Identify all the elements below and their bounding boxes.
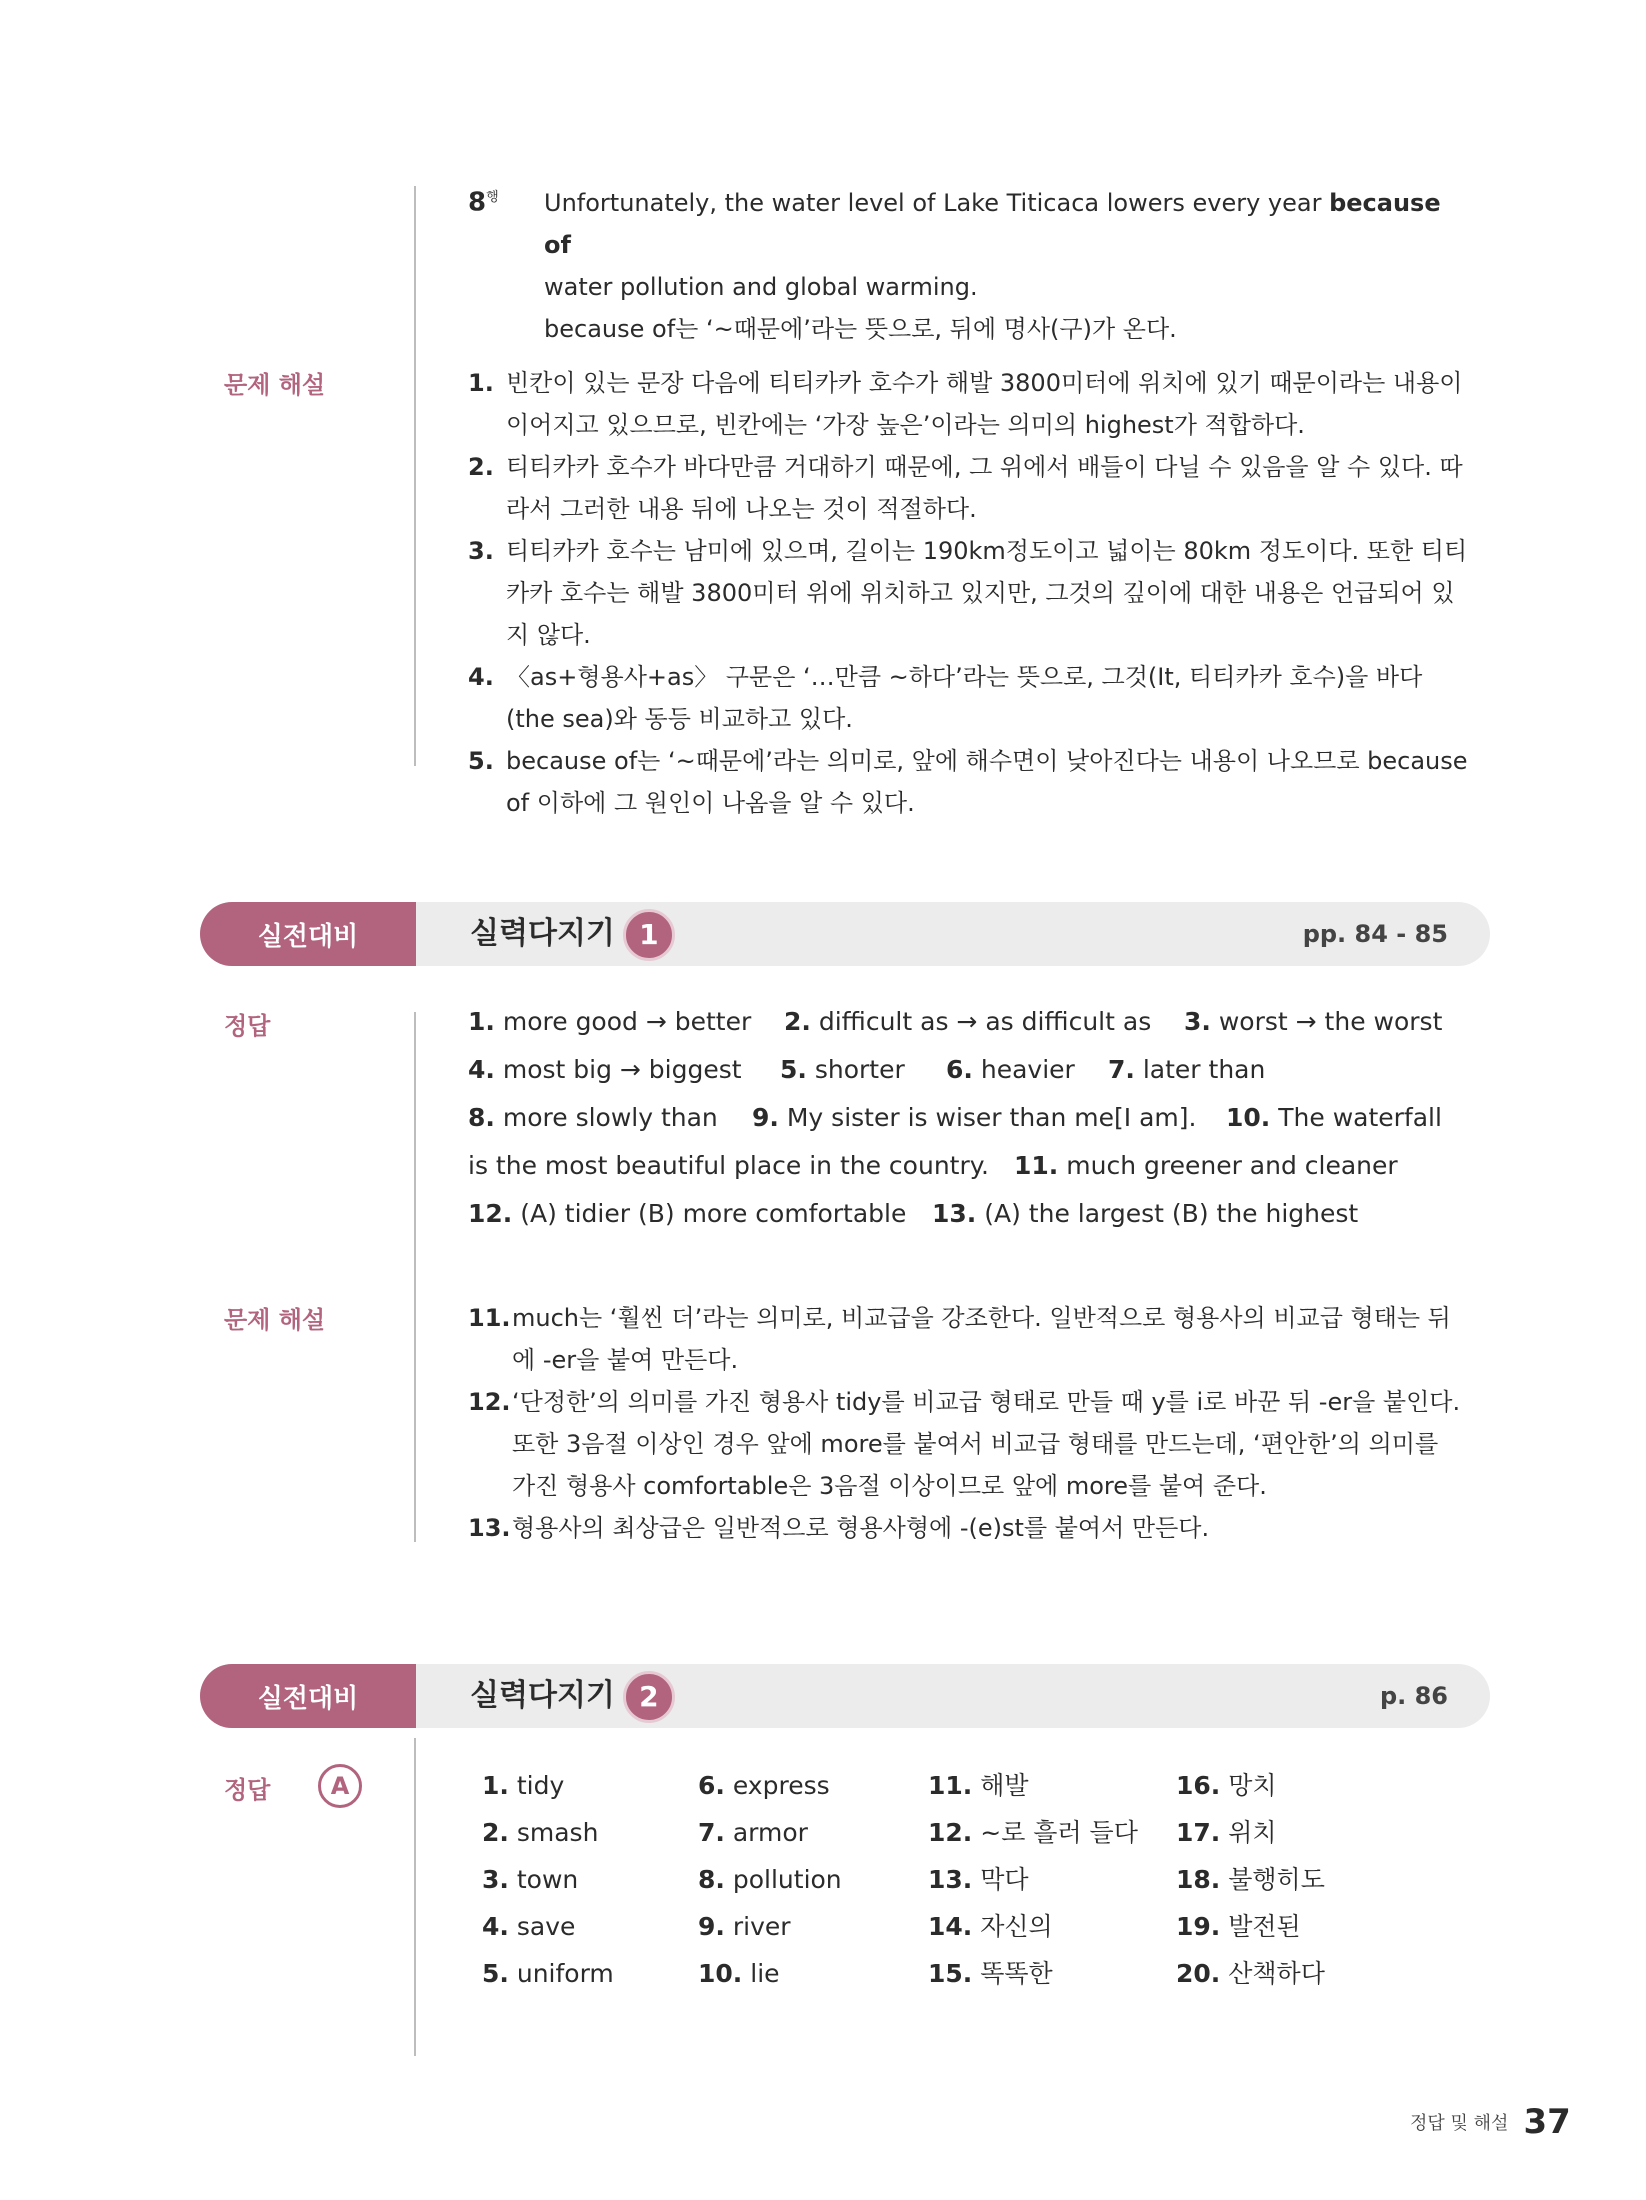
section-title-2: 실력다지기 2 bbox=[470, 1664, 675, 1728]
answer-item bbox=[468, 1052, 742, 1088]
answer-text: uniform bbox=[516, 1959, 614, 1988]
answer-text: 막다 bbox=[980, 1865, 1029, 1894]
answer-number: 19. bbox=[1176, 1912, 1221, 1941]
vocab-answer bbox=[482, 1862, 578, 1898]
divider-line-top bbox=[414, 186, 416, 766]
answer-text: smash bbox=[516, 1818, 599, 1847]
item-number: 3. bbox=[468, 537, 494, 565]
answer-text: (A) the largest (B) the highest bbox=[984, 1199, 1359, 1228]
item-number: 4. bbox=[468, 663, 494, 691]
answer-text: 위치 bbox=[1228, 1818, 1277, 1847]
answer-item bbox=[1226, 1100, 1442, 1136]
answer-text: save bbox=[516, 1912, 576, 1941]
answer-number: 4. bbox=[482, 1912, 509, 1941]
vocab-answer bbox=[928, 1909, 1053, 1945]
item-number: 12. bbox=[468, 1388, 511, 1416]
answer-number: 13. bbox=[928, 1865, 973, 1894]
answer-text: My sister is wiser than me[I am]. bbox=[786, 1103, 1197, 1132]
section-tag-1: 실전대비 bbox=[200, 902, 416, 966]
footer-label: 정답 및 해설 bbox=[1410, 2113, 1509, 2134]
answer-item bbox=[468, 1196, 906, 1232]
explanation-list-2 bbox=[468, 1297, 1468, 1549]
explanation-item bbox=[468, 1507, 1468, 1549]
answer-number: 12. bbox=[468, 1199, 513, 1228]
answer-text: 불행히도 bbox=[1228, 1865, 1325, 1894]
answer-item bbox=[468, 1148, 989, 1184]
divider-line-bottom bbox=[414, 1738, 416, 2056]
answer-number: 11. bbox=[928, 1771, 973, 1800]
footer bbox=[1410, 2102, 1571, 2142]
explanation-item bbox=[468, 446, 1468, 530]
item-text: much는 ‘훨씬 더’라는 의미로, 비교급을 강조한다. 일반적으로 형용사의 비교급 형태는 뒤에 -er을 붙여 만든다. bbox=[512, 1304, 1451, 1374]
example-sentence: Unfortunately, the water level of Lake Titicaca lowers every year because of water pollution and global warming. because of는 ‘~때문에’라는 뜻으로, 뒤에 명사(구)가 온다. bbox=[544, 189, 1441, 343]
answer-number: 10. bbox=[1226, 1103, 1271, 1132]
answer-text: river bbox=[732, 1912, 791, 1941]
answer-text: worst → the worst bbox=[1218, 1007, 1443, 1036]
item-text: ‘단정한’의 의미를 가진 형용사 tidy를 비교급 형태로 만들 때 y를 i로 바꾼 뒤 -er을 붙인다. 또한 3음절 이상인 경우 앞에 more를 붙여서 비교급 형태를 만드는데, ‘편안한’의 의미를 가진 형용사 comfortable은 3음절 이상이므로 앞에 more를 붙여 준다. bbox=[512, 1388, 1461, 1500]
item-number: 2. bbox=[468, 453, 494, 481]
answer-number: 2. bbox=[784, 1007, 811, 1036]
item-text: because of는 ‘~때문에’라는 의미로, 앞에 해수면이 낮아진다는 내용이 나오므로 because of 이하에 그 원인이 나옴을 알 수 있다. bbox=[506, 747, 1468, 817]
line-reference bbox=[468, 186, 499, 218]
answer-item bbox=[932, 1196, 1358, 1232]
vocab-answer bbox=[698, 1909, 791, 1945]
answer-item bbox=[780, 1052, 905, 1088]
answer-number: 1. bbox=[468, 1007, 495, 1036]
answer-number: 5. bbox=[780, 1055, 807, 1084]
number-badge: 2 bbox=[623, 1671, 675, 1723]
grammar-note: because of는 ‘~때문에’라는 뜻으로, 뒤에 명사(구)가 온다. bbox=[544, 315, 1177, 343]
answer-number: 15. bbox=[928, 1959, 973, 1988]
answer-number: 1. bbox=[482, 1771, 509, 1800]
vocab-answer bbox=[698, 1768, 830, 1804]
answer-text: 발전된 bbox=[1228, 1912, 1301, 1941]
vocab-answer bbox=[482, 1909, 575, 1945]
vocab-answer bbox=[928, 1956, 1053, 1992]
item-number: 5. bbox=[468, 747, 494, 775]
answer-text: more slowly than bbox=[502, 1103, 718, 1132]
answer-number: 9. bbox=[698, 1912, 725, 1941]
answer-text: much greener and cleaner bbox=[1066, 1151, 1398, 1180]
answer-number: 8. bbox=[698, 1865, 725, 1894]
answer-number: 14. bbox=[928, 1912, 973, 1941]
answer-number: 7. bbox=[1108, 1055, 1135, 1084]
answer-label-1: 정답 bbox=[224, 1012, 271, 1040]
section-title-1: 실력다지기 1 bbox=[470, 902, 675, 966]
vocab-answer bbox=[482, 1768, 564, 1804]
answer-text: later than bbox=[1142, 1055, 1266, 1084]
answer-item bbox=[1184, 1004, 1442, 1040]
answer-number: 20. bbox=[1176, 1959, 1221, 1988]
vocab-answer bbox=[1176, 1768, 1277, 1804]
divider-line-middle bbox=[414, 1012, 416, 1542]
answer-text: heavier bbox=[980, 1055, 1075, 1084]
vocab-answer bbox=[698, 1862, 842, 1898]
explanation-item bbox=[468, 740, 1468, 824]
line-number: 8 bbox=[468, 187, 487, 218]
answer-text: difficult as → as difficult as bbox=[818, 1007, 1152, 1036]
sentence-bold: because of bbox=[544, 189, 1441, 259]
vocab-answer bbox=[1176, 1956, 1325, 1992]
item-text: 빈칸이 있는 문장 다음에 티티카카 호수가 해발 3800미터에 위치에 있기 때문이라는 내용이 이어지고 있으므로, 빈칸에는 ‘가장 높은’이라는 의미의 highest가 적합하다. bbox=[506, 369, 1463, 439]
answer-text: lie bbox=[750, 1959, 780, 1988]
answer-text: more good → better bbox=[502, 1007, 752, 1036]
answer-number: 10. bbox=[698, 1959, 743, 1988]
answer-number: 4. bbox=[468, 1055, 495, 1084]
vocab-answer bbox=[482, 1815, 598, 1851]
answer-item bbox=[784, 1004, 1151, 1040]
answer-text: The waterfall bbox=[1278, 1103, 1442, 1132]
item-number: 11. bbox=[468, 1304, 511, 1332]
answer-number: 11. bbox=[1014, 1151, 1059, 1180]
answer-text: ~로 흘러 들다 bbox=[980, 1818, 1138, 1847]
answer-number: 6. bbox=[698, 1771, 725, 1800]
item-number: 13. bbox=[468, 1514, 511, 1542]
answer-number: 18. bbox=[1176, 1865, 1221, 1894]
answer-number: 7. bbox=[698, 1818, 725, 1847]
answer-text: shorter bbox=[814, 1055, 905, 1084]
line-unit: 행 bbox=[486, 190, 499, 205]
answer-number: 3. bbox=[1184, 1007, 1211, 1036]
explanation-item bbox=[468, 656, 1468, 740]
answer-text: express bbox=[732, 1771, 830, 1800]
answer-number: 16. bbox=[1176, 1771, 1221, 1800]
vocab-answer bbox=[928, 1815, 1138, 1851]
explanation-label-1: 문제 해설 bbox=[224, 371, 326, 399]
answer-text: is the most beautiful place in the country. bbox=[468, 1151, 989, 1180]
explanation-item bbox=[468, 1297, 1468, 1381]
answer-number: 8. bbox=[468, 1103, 495, 1132]
answer-text: 해발 bbox=[980, 1771, 1029, 1800]
answer-text: 자신의 bbox=[980, 1912, 1053, 1941]
explanation-list-1 bbox=[468, 362, 1468, 824]
vocab-answer bbox=[482, 1956, 614, 1992]
answer-number: 3. bbox=[482, 1865, 509, 1894]
explanation-label-2: 문제 해설 bbox=[224, 1306, 326, 1334]
answer-number: 2. bbox=[482, 1818, 509, 1847]
answer-text: 망치 bbox=[1228, 1771, 1277, 1800]
answer-text: 산책하다 bbox=[1228, 1959, 1325, 1988]
vocab-answer bbox=[1176, 1815, 1277, 1851]
answer-number: 5. bbox=[482, 1959, 509, 1988]
answer-label-2: 정답 bbox=[224, 1776, 271, 1804]
answer-text: (A) tidier (B) more comfortable bbox=[520, 1199, 907, 1228]
vocab-answer bbox=[1176, 1909, 1301, 1945]
answer-number: 17. bbox=[1176, 1818, 1221, 1847]
vocab-answer bbox=[928, 1862, 1029, 1898]
answer-number: 6. bbox=[946, 1055, 973, 1084]
answer-text: tidy bbox=[516, 1771, 565, 1800]
item-text: 티티카카 호수가 바다만큼 거대하기 때문에, 그 위에서 배들이 다닐 수 있음을 알 수 있다. 따라서 그러한 내용 뒤에 나오는 것이 적절하다. bbox=[506, 453, 1463, 523]
explanation-item bbox=[468, 530, 1468, 656]
answer-item bbox=[1014, 1148, 1398, 1184]
answer-number: 12. bbox=[928, 1818, 973, 1847]
explanation-item bbox=[468, 362, 1468, 446]
part-a-marker: A bbox=[318, 1764, 362, 1808]
explanation-item bbox=[468, 1381, 1468, 1507]
answer-text: town bbox=[516, 1865, 579, 1894]
number-badge: 1 bbox=[623, 909, 675, 961]
page-number: 37 bbox=[1523, 2102, 1571, 2142]
answer-text: pollution bbox=[732, 1865, 842, 1894]
item-number: 1. bbox=[468, 369, 494, 397]
item-text: 형용사의 최상급은 일반적으로 형용사형에 -(e)st를 붙여서 만든다. bbox=[512, 1514, 1210, 1542]
answer-text: armor bbox=[732, 1818, 808, 1847]
page-range: pp. 84 - 85 bbox=[1302, 920, 1448, 948]
vocab-answer bbox=[928, 1768, 1029, 1804]
answer-item bbox=[468, 1100, 718, 1136]
vocab-answer bbox=[1176, 1862, 1325, 1898]
answer-text: most big → biggest bbox=[502, 1055, 742, 1084]
vocab-answer bbox=[698, 1815, 808, 1851]
answer-text: 똑똑한 bbox=[980, 1959, 1053, 1988]
page-range: p. 86 bbox=[1379, 1682, 1448, 1710]
item-text: 티티카카 호수는 남미에 있으며, 길이는 190km정도이고 넓이는 80km 정도이다. 또한 티티카카 호수는 해발 3800미터 위에 위치하고 있지만, 그것의 깊이에 대한 내용은 언급되어 있지 않다. bbox=[506, 537, 1468, 649]
answer-item bbox=[468, 1004, 751, 1040]
answer-item bbox=[946, 1052, 1075, 1088]
item-text: 〈as+형용사+as〉 구문은 ‘…만큼 ~하다’라는 뜻으로, 그것(It, 티티카카 호수)을 바다(the sea)와 동등 비교하고 있다. bbox=[506, 663, 1423, 733]
section-tag-2: 실전대비 bbox=[200, 1664, 416, 1728]
answer-item bbox=[1108, 1052, 1265, 1088]
answer-number: 9. bbox=[752, 1103, 779, 1132]
vocab-answer bbox=[698, 1956, 780, 1992]
answer-number: 13. bbox=[932, 1199, 977, 1228]
answer-item bbox=[752, 1100, 1196, 1136]
